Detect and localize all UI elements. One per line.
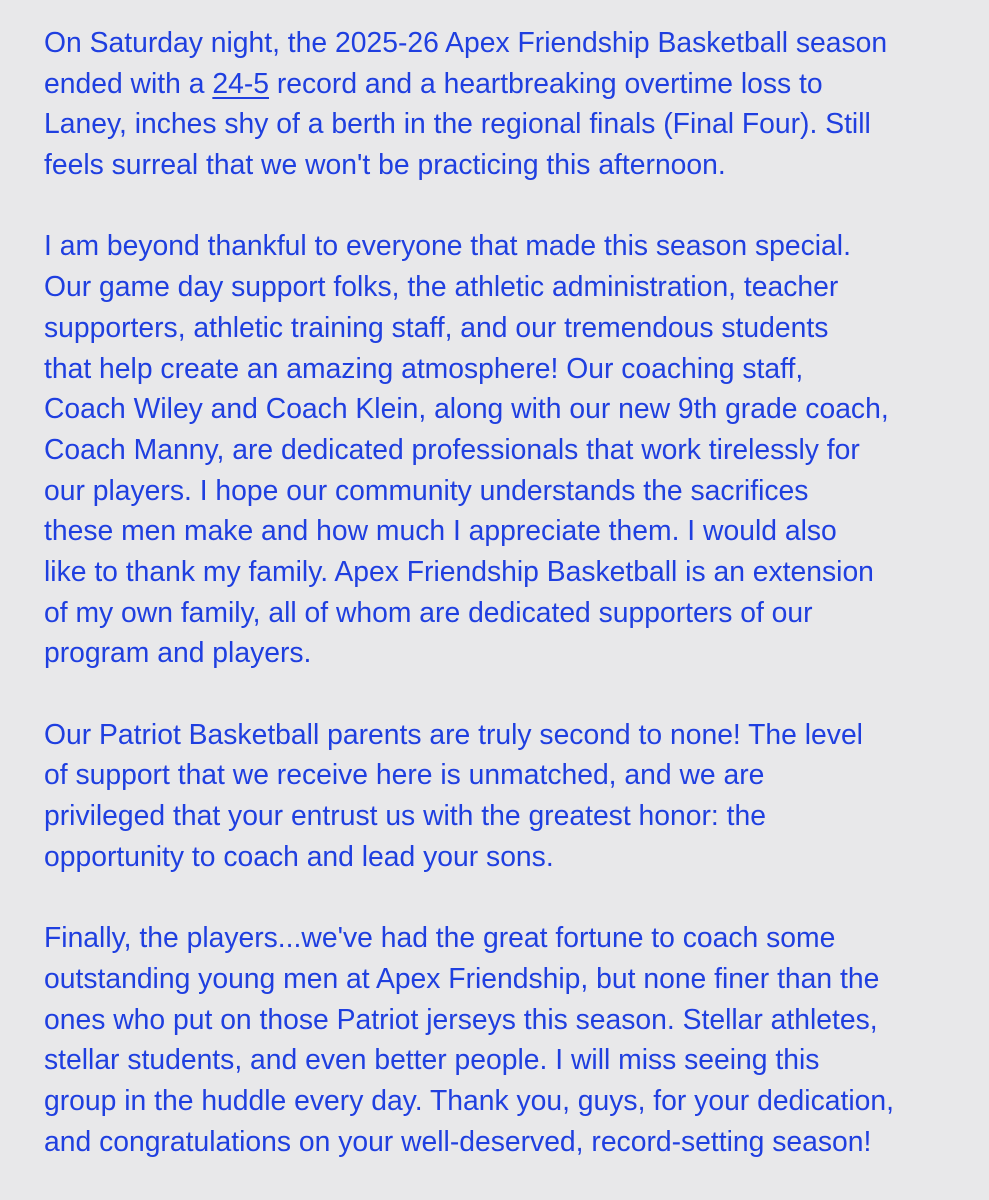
text-line: ones who put on those Patriot jerseys this season. Stellar athletes, bbox=[44, 1002, 878, 1035]
text-line: group in the huddle every day. Thank you, guys, for your dedication, bbox=[44, 1083, 894, 1116]
text-line: opportunity to coach and lead your sons. bbox=[44, 839, 554, 872]
text-line: program and players. bbox=[44, 636, 312, 669]
text-line: stellar students, and even better people. I will miss seeing this bbox=[44, 1043, 820, 1076]
text-line: our players. I hope our community understands the sacrifices bbox=[44, 473, 809, 506]
text-line: I am beyond thankful to everyone that made this season special. bbox=[44, 229, 851, 262]
paragraph-parents bbox=[44, 714, 951, 877]
text-line: and congratulations on your well-deserved, record-setting season! bbox=[44, 1124, 872, 1157]
text-line: privileged that your entrust us with the greatest honor: the bbox=[44, 799, 766, 832]
paragraph-thanks-staff bbox=[44, 225, 951, 673]
text-line: Our Patriot Basketball parents are truly second to none! The level bbox=[44, 717, 863, 750]
text-line: Laney, inches shy of a berth in the regional finals (Final Four). Still bbox=[44, 107, 871, 140]
text-line: these men make and how much I appreciate them. I would also bbox=[44, 514, 837, 547]
text-line: supporters, athletic training staff, and our tremendous students bbox=[44, 310, 829, 343]
text-segment: record and a heartbreaking overtime loss to bbox=[268, 66, 823, 99]
record-link[interactable]: 24-5 bbox=[212, 66, 269, 99]
text-line: Coach Manny, are dedicated professionals that work tirelessly for bbox=[44, 432, 860, 465]
paragraph-players bbox=[44, 917, 951, 1161]
text-line: Finally, the players...we've had the great fortune to coach some bbox=[44, 921, 836, 954]
text-line: Our game day support folks, the athletic administration, teacher bbox=[44, 270, 839, 303]
text-line: that help create an amazing atmosphere! Our coaching staff, bbox=[44, 351, 804, 384]
text-line: feels surreal that we won't be practicing this afternoon. bbox=[44, 148, 726, 181]
text-line: of support that we receive here is unmatched, and we are bbox=[44, 758, 765, 791]
text-line: of my own family, all of whom are dedicated supporters of our bbox=[44, 595, 813, 628]
text-line: outstanding young men at Apex Friendship, but none finer than the bbox=[44, 961, 880, 994]
text-line: On Saturday night, the 2025-26 Apex Friendship Basketball season bbox=[44, 26, 888, 58]
text-line bbox=[44, 63, 951, 104]
text-line: Coach Wiley and Coach Klein, along with our new 9th grade coach, bbox=[44, 392, 889, 425]
paragraph-season-summary bbox=[44, 22, 951, 185]
text-line: like to thank my family. Apex Friendship Basketball is an extension bbox=[44, 554, 874, 587]
text-segment: ended with a bbox=[44, 66, 213, 99]
